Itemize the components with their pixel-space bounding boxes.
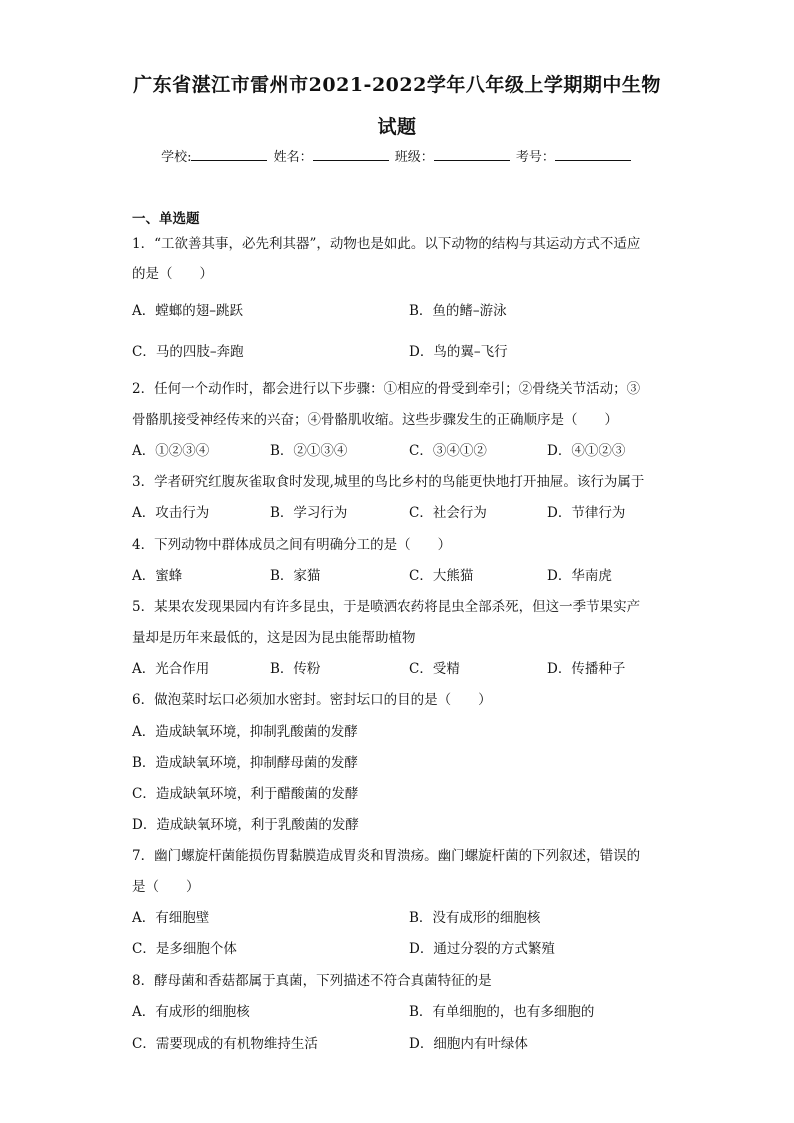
question-2-stem-cont: 骨骼肌接受神经传来的兴奋；④骨骼肌收缩。这些步骤发生的正确顺序是（ ） bbox=[132, 412, 618, 428]
question-7-option-a: A．有细胞壁 bbox=[132, 910, 210, 926]
question-2-option-c: C．③④①② bbox=[409, 443, 487, 459]
class-label: 班级： bbox=[394, 150, 434, 165]
question-2-option-b: B．②①③④ bbox=[270, 443, 348, 459]
question-4-option-c: C．大熊猫 bbox=[409, 568, 474, 584]
question-1-option-a: A．螳螂的翅–跳跃 bbox=[132, 303, 243, 319]
question-7-option-c: C．是多细胞个体 bbox=[132, 941, 237, 957]
question-4-option-b: B．家猫 bbox=[270, 568, 321, 584]
question-5-option-c: C．受精 bbox=[409, 661, 460, 677]
page-title-continued: 试题 bbox=[377, 116, 417, 138]
name-label: 姓名： bbox=[273, 150, 313, 165]
question-1-option-c: C．马的四肢–奔跑 bbox=[132, 344, 244, 360]
section-heading: 一、单选题 bbox=[132, 211, 200, 227]
question-8-option-c: C．需要现成的有机物维持生活 bbox=[132, 1036, 318, 1052]
question-6-option-c: C．造成缺氧环境，利于醋酸菌的发酵 bbox=[132, 786, 359, 802]
question-5-option-a: A．光合作用 bbox=[132, 661, 210, 677]
question-6-option-a: A．造成缺氧环境，抑制乳酸菌的发酵 bbox=[132, 724, 358, 740]
question-5-stem-cont: 量却是历年来最低的，这是因为昆虫能帮助植物 bbox=[132, 630, 416, 646]
question-8-stem: 8．酵母菌和香菇都属于真菌，下列描述不符合真菌特征的是 bbox=[132, 973, 492, 989]
question-8-option-a: A．有成形的细胞核 bbox=[132, 1004, 250, 1020]
question-3-option-c: C．社会行为 bbox=[409, 505, 487, 521]
exam-number-blank bbox=[555, 148, 631, 161]
question-5-option-b: B．传粉 bbox=[270, 661, 321, 677]
school-label: 学校: bbox=[161, 150, 192, 165]
question-8-option-d: D．细胞内有叶绿体 bbox=[409, 1036, 528, 1052]
name-blank bbox=[313, 148, 389, 161]
question-3-option-a: A．攻击行为 bbox=[132, 505, 210, 521]
question-1-stem: 1．“工欲善其事，必先利其器”，动物也是如此。以下动物的结构与其运动方式不适应 bbox=[132, 236, 641, 252]
question-2-option-d: D．④①②③ bbox=[547, 443, 626, 459]
question-1-option-b: B．鱼的鳍–游泳 bbox=[409, 303, 507, 319]
question-5-option-d: D．传播种子 bbox=[547, 661, 626, 677]
question-7-option-d: D．通过分裂的方式繁殖 bbox=[409, 941, 555, 957]
question-7-option-b: B．没有成形的细胞核 bbox=[409, 910, 541, 926]
school-blank bbox=[191, 148, 267, 161]
question-3-option-b: B．学习行为 bbox=[270, 505, 348, 521]
question-7-stem: 7．幽门螺旋杆菌能损伤胃黏膜造成胃炎和胃溃疡。幽门螺旋杆菌的下列叙述，错误的 bbox=[132, 848, 641, 864]
class-blank bbox=[434, 148, 510, 161]
question-1-stem-cont: 的是（ ） bbox=[132, 266, 213, 282]
question-5-stem: 5．某果农发现果园内有许多昆虫，于是喷洒农药将昆虫全部杀死，但这一季节果实产 bbox=[132, 599, 641, 615]
question-6-option-d: D．造成缺氧环境，利于乳酸菌的发酵 bbox=[132, 817, 359, 833]
exam-number-label: 考号： bbox=[515, 150, 555, 165]
question-3-stem: 3．学者研究红腹灰雀取食时发现,城里的鸟比乡村的鸟能更快地打开抽屉。该行为属于 bbox=[132, 474, 645, 490]
question-3-option-d: D．节律行为 bbox=[547, 505, 626, 521]
question-4-option-a: A．蜜蜂 bbox=[132, 568, 183, 584]
question-4-stem: 4．下列动物中群体成员之间有明确分工的是（ ） bbox=[132, 537, 452, 553]
question-1-option-d: D．鸟的翼–飞行 bbox=[409, 344, 508, 360]
question-6-option-b: B．造成缺氧环境，抑制酵母菌的发酵 bbox=[132, 755, 358, 771]
question-2-option-a: A．①②③④ bbox=[132, 443, 210, 459]
question-8-option-b: B．有单细胞的，也有多细胞的 bbox=[409, 1004, 595, 1020]
question-2-stem: 2．任何一个动作时，都会进行以下步骤：①相应的骨受到牵引；②骨绕关节活动；③ bbox=[132, 381, 641, 397]
student-info-row bbox=[0, 146, 794, 165]
question-7-stem-cont: 是（ ） bbox=[132, 879, 200, 895]
question-4-option-d: D．华南虎 bbox=[547, 568, 612, 584]
page-title: 广东省湛江市雷州市2021-2022学年八年级上学期期中生物 bbox=[133, 74, 661, 96]
question-6-stem: 6．做泡菜时坛口必须加水密封。密封坛口的目的是（ ） bbox=[132, 692, 492, 708]
